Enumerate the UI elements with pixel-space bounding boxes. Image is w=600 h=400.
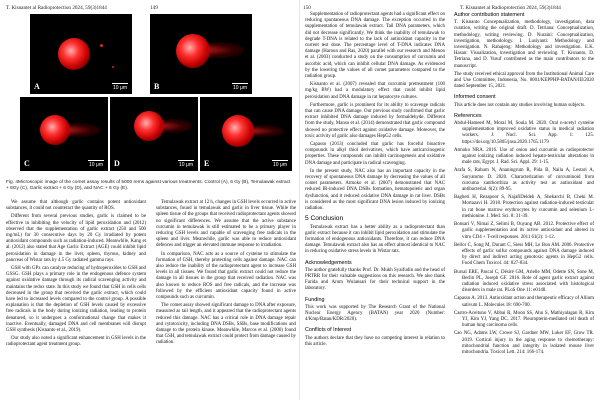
page-number: 150 xyxy=(303,5,311,11)
comet-assay-figure xyxy=(6,12,296,177)
section-heading-contributions: Author contribution statement xyxy=(454,12,525,18)
paragraph: Our study also noted a significant enhancement in GSH levels in the radioprotectant agent treatment group. xyxy=(6,336,146,348)
reference-item: Bonsari V, Nimai Z, Selimi B, Ouyang AB. 2012. Protective effect of garlic supplementation and its active antioxidant and altered in vitro CD4 + T-cell responses. 2011 61(2): 1-12. xyxy=(454,222,594,240)
page-number: 149 xyxy=(150,5,158,11)
section-heading-funding: Funding xyxy=(305,296,325,303)
running-header-journal: T. Kisnantet al Radioprotection 2024, 59(3)1844 xyxy=(6,5,107,11)
text-column-left xyxy=(305,12,445,350)
paragraph: We assume that although garlic contains potent antioxidant substances, it could not counteract the quantity of ROS. xyxy=(6,200,146,212)
panel-label: A xyxy=(34,82,40,91)
panel-label: C xyxy=(24,159,30,168)
scale-bar: 10 μm xyxy=(272,160,288,169)
reference-item: Arafa S, Rahum N, Ananingrum R, Pida B, Naila A, Lestari A, Suryatomo D. 2020. Characterization of curcuminoid from curcuma xanthorrhiza as activity test as antioxidant and antibacterial. 6(2): 89-95. xyxy=(454,168,594,193)
reference-item: Bursal ERE, Pascal C, Désiré GM, Arielle MM, Odette SN, Sone M, Berlin PL, Joseph GF. 2016. Role of agent garlic extract against radiation induced oxidative stress associated with histological disorders in male rat. PLoS One 11: e0148. xyxy=(454,269,594,294)
paragraph: Temulawak extract at 12 h, changes in GSH levels occurred in active substances, found in temulawak and garlic in liver tissue. While the spleen tissue of the groups that received radioprotectant agents showed no significant differences. We assume that the active substance curcumin in temulawak is still estimated to be a primary player in reducing GSH levels and capable of scavenging free radicals in the spleen and liver. Meanwhile, garlic was able to reduce antioxidant defences and trigger an elevated immune response to irradiation. xyxy=(156,200,296,249)
running-header-journal: T. Kisnantet al Radioprotection 2024, 59(3)1844 xyxy=(460,5,561,11)
scale-bar: 10 μm xyxy=(232,83,248,92)
paragraph: The authors declare that they have no competing interest in relation to this article. xyxy=(305,335,445,347)
reference-item: Bagheri H, Rezapoor S, NajafiDeldeh A, Shekarchi B, Cheki M. Mortazavi H. 2018. Protection against radiation-induced testicular in rat bone marrow erythrocytes by curcumin and selenium L-methionine. J. Med. Sci. 8: 31-39. xyxy=(454,195,594,219)
reference-item: Castro-Aceituno V, Abbai R, Moon SS, Ahn S, Mathiyalagan R, Kim YJ, Kim YJ, Yang DC. 2017. Pleuropterin-mediated cell death of human lung carcinoma cells. xyxy=(454,310,594,329)
reference-item: Abdul-Hameed M, Moral M, Soula M. 2020. Oral n-acetyl cysteine supplementation improved oxidative status in medical radiation workers. J. Nucl. Sci. App. 1: 125. https://doi.org/10.5805/jnsa.2020.1765.1179 xyxy=(454,121,594,145)
paragraph: The study received ethical approval from the Institutional Animal Care and Use Committee, Indonesia, No. 0001/KEPPHP-BATAN/III/2020 dated September 15, 2021. xyxy=(454,71,594,90)
figure-panel-a xyxy=(30,14,132,94)
paragraph: In comparison, NAC acts as a source of cysteine to stimulate the formation of GSH, thereby protecting cells against damage. NAC can also reduce the inability of the radioprotectant agent to increase GSH levels in all tissues. We found that garlic extract could not reduce the damage in all tissues in the group that received radiation. NAC was also known to reduce ROS and free radicals, and the increase was followed by the efficient antioxidant capacity found in active compounds such as curcumin. xyxy=(156,251,296,301)
paragraph: In the present study, NAC also has an important capacity in the recovery of spontaneous DNA damage by decreasing the values of all comet parameters. Atmoko et al. (2007) demonstrated that NAC reduced IR-induced DNA DSBs formation, hematopoietic and organ dysfunction, and it reduced oxidative DNA damage in rat liver. DSBs is considered as the most significant DNA lesion induced by ionizing radiation. xyxy=(305,168,445,212)
text-column-right xyxy=(454,12,594,358)
paragraph: The author gratefully thanks Prof. Dr. Mukh Syaifudin and the head of PRTRR for their valuable suggestions on this research. We also thank Farida and Arum Wulansari for their technical support in the laboratory. xyxy=(305,267,445,292)
paragraph: Kisnanto et al. (2007) revealed that curcumin pretreatment (100 mg/kg BW) had a modulatory effect that could inhibit lipid peroxidation and DNA damage in rat hepatocyte cultures. xyxy=(305,82,445,100)
paragraph: Temulawak extract has a better ability as a radioprotectant than garlic extract because it can inhibit lipid peroxidation and stimulate the formation of endogenous antioxidants. Therefore, it can reduce DNA damage. Temulawak extract also has an effect almost identical to NAC in reducing oxidative stress levels in Wistar rats. xyxy=(305,224,445,255)
reference-item: Bellor C, Song M, Durant C, Siess MH, Le Bon AM. 2006. Protective effects of garlic sulfur compounds against DNA damage induced by direct and indirect acting genotoxic agents in HepG2 cells. Food Chem Toxicol. 44: 827-834. xyxy=(454,242,594,267)
paragraph: Different from several previous studies, garlic is claimed to be effective in inhibiting the velocity of lipid peroxidation and (2012) observed that the supplementation of garlic extract (250 and 500 mg/mL) for 30 consecutive days by 20 Gy irradiated by potent antioxidant compounds such as radiation-induced. Meanwhile, Kang et al. (2012) also stated that Age Garlic Extract (AGE) could inhibit lipid peroxidation in damage in the liver, spleen, thymus, kidney and pancreas of Wistar rats by 4.5 Gy radiated gamma rays. xyxy=(6,214,146,263)
figure-caption: Fig. 4Microscopic image of the comet assay results of 5000 rems against various treatments. Control (A), 6 Gy (B), Temulawak extract + 6Gy (C), Garlic extract + 6 Gy (D), and NAC + 6 Gy (E). xyxy=(6,180,291,191)
reference-item: Capasso A. 2013. Antioxidant action and therapeutic efficacy of Allium sativum L. Molecules 18: 690-700. xyxy=(454,296,594,308)
scale-bar: 10 μm xyxy=(88,160,104,169)
figure-panel-e xyxy=(200,97,292,171)
right-page xyxy=(300,0,600,400)
figure-panel-d xyxy=(110,97,198,171)
section-heading-references: References xyxy=(454,112,482,119)
text-column-left xyxy=(6,200,146,351)
figure-panel-b xyxy=(150,14,252,94)
panel-label: B xyxy=(154,82,160,91)
paragraph: The comet assay showed significant damage to DNA after exposure, measured as tail length, and it appeared that the radioprotectant agents reduced this damage. NAC has a critical role in DNA damage repair and cytotoxicity, including DNA DSBs, SSBs, base modifications and damage to the protein kinase. Meanwhile, Marcos et al. (2000) found that GSH, and temulawak extract could protect from damage caused by radiation. xyxy=(156,303,296,346)
paragraph: This work was supported by The Research Grant of the National Nuclear Energy Agency (BATAN) year 2020 (Number: 4/Kmp/Batan/KDR/2020). xyxy=(305,304,445,323)
figure-panel-c xyxy=(20,97,108,171)
section-heading-conflicts: Conflicts of Interest xyxy=(305,327,352,334)
panel-label: D xyxy=(114,159,120,168)
paragraph: Supplementation of radioprotectant agents had a significant effect on reducing spontaneous DNA damage. The exception occurred in the supplementation of temulawak extract. Tail DNA parameters, which did not decrease significantly. We think the inability of temulawak to degrade T-DNA is related to the lack of antioxidant capacity in the current test dose. The percentage level of T-DNA indicates DNA damage (Haroun and Ras, 2020) parallel with our research and Menon et al. (2003) conducted a study on the consumption of curcumin and ascorbic acid, which can inhibit cellular DNA damage. As evidenced by the lowering the values of all comet parameters compared to the radiation group. xyxy=(305,12,445,80)
paragraph: Furthermore, garlic is prominent for its ability to scavenge radicals that can cause DNA damage. Our previous study confirmed that garlic extract inhibited DNA damage induced by formaldehyde. Different from the study, Manso et al. (2014) demonstrated that garlic compound showed no protective effect against oxidative damage. Moreover, the toxic activity of garlic also damages HepG2 cells. xyxy=(305,102,445,139)
paragraph: T. Kisnanto Conceptualization, methodology, investigation, data curation, writing the original draft. D. Tetriana: Conceptualization, methodology, writing reviewing. D. Nuraini: Conceptualization, investigation, methodology. I. Lusiyanti: Methodology and investigation. N. Rahajeng: Methodology and investigation. E.K. Hasan: Visualization, investigation and reviewing. T. Kisnanto, D. Tetriana, and D. Yusuf contributed as the main contributors to the manuscript. xyxy=(454,20,594,69)
panel-label: E xyxy=(204,159,210,168)
paragraph: This article does not contain any studies involving human subjects. xyxy=(454,102,586,108)
scale-bar: 10 μm xyxy=(112,83,128,92)
text-column-right xyxy=(156,200,296,349)
section-heading-conclusion: 5 Conclusion xyxy=(305,215,344,223)
section-heading-consent: Informed consent xyxy=(454,94,496,101)
reference-item: Atmoko NRA. 2016. Use of onion and curcumin as radioprotector against ionizing radiation induced hepato-testicular alterations in male rats, Egypt. J. Rad. Sci. Appl. 29: 1-15. xyxy=(454,147,594,166)
scale-bar: 10 μm xyxy=(178,160,194,169)
section-heading-acknowledgements: Acknowledgements xyxy=(305,259,352,266)
reference-item: Cao NG, Adams LW, Crowe SJ, Gardner MW, Luker EF, Grow TR. 2019. Cortical injury in the aging response to chemotherapy: mitochondrial function and integrity in isolated mouse liver mitochondria. Toxicol Lett. 214: 166-174. xyxy=(454,331,594,355)
paragraph: Capasso (2013) concluded that garlic has forceful bioactive compounds in alkyl thiol derivatives, which have anticarcinogenic properties. These compounds can inhibit carcinogenesis and oxidative DNA damage and participate in radical scavenging. xyxy=(305,142,445,166)
paragraph: GSH with GPx can catalyze reducing of hydroperoxides to GSH and GSSG. GSH plays a primary role in the endogenous defence system against oxidative damage through its radical scavenging activity and maintains the redox state. In this study we found that GSH in cells cells decreased in the group that received the garlic extract, which could have led to increased levels compared to the control group. A possible explanation is that the depletion of GSH levels caused by excessive free radicals in the body during ionizing radiation, leading to protein denatured, so it undergoes a conformational change that makes it inactive. Eventually, damaged DNA and cell membranes will disrupt GSH synthesis (Kisnanto et al., 2019). xyxy=(6,266,146,334)
